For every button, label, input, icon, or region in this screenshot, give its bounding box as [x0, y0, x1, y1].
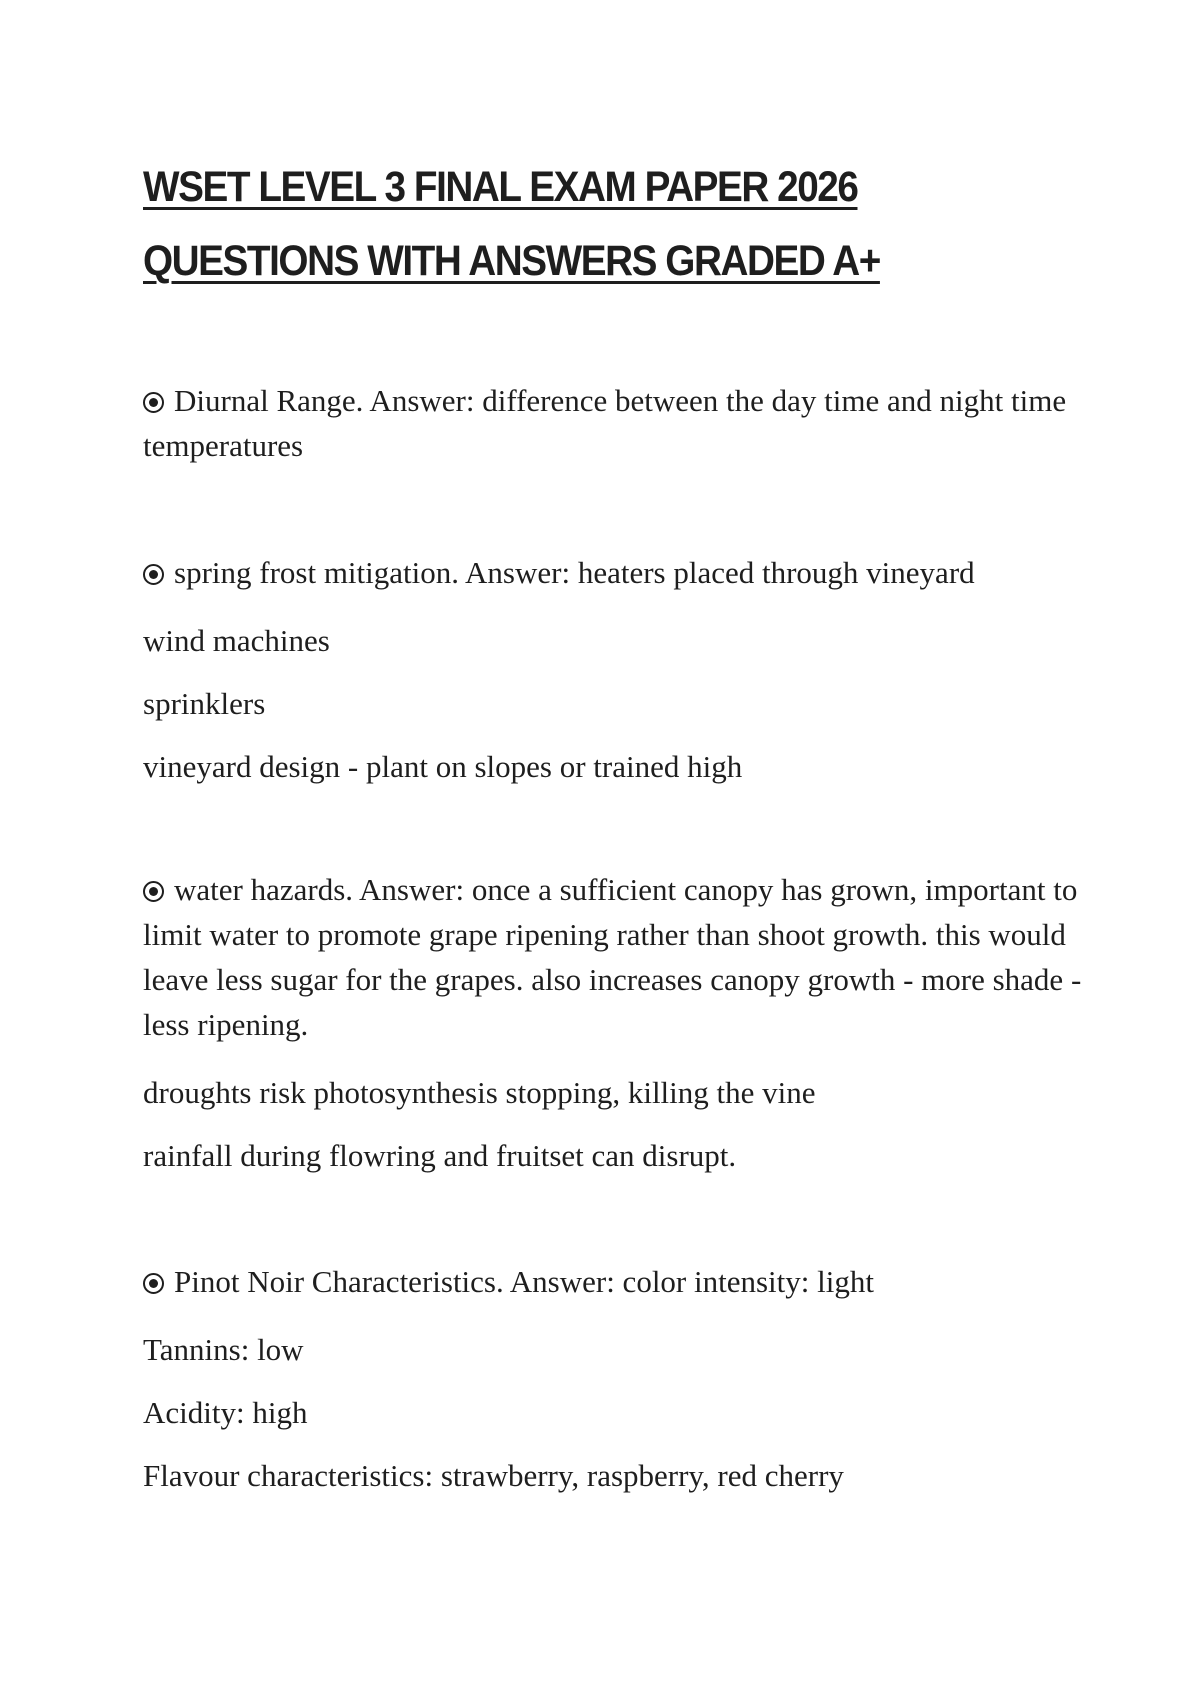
- radio-bullet-icon: [143, 881, 164, 902]
- answer-line: vineyard design - plant on slopes or trained high: [143, 749, 743, 784]
- qa-item-water-hazards: [143, 867, 1083, 1187]
- question-text: [143, 867, 1083, 1047]
- qa-item-diurnal-range: [143, 378, 1083, 468]
- radio-bullet-icon: [143, 564, 164, 585]
- answer-line: Flavour characteristics: strawberry, raspberry, red cherry: [143, 1458, 844, 1493]
- answer-line: droughts risk photosynthesis stopping, killing the vine: [143, 1075, 816, 1110]
- qa-item-pinot-noir: [143, 1259, 1083, 1507]
- question-answer-text: spring frost mitigation. Answer: heaters placed through vineyard: [174, 555, 975, 590]
- question-answer-text: Diurnal Range. Answer: difference between the day time and night time temperatures: [143, 383, 1067, 463]
- title-line-2: QUESTIONS WITH ANSWERS GRADED A+: [143, 237, 880, 285]
- document-title: [143, 150, 1007, 298]
- question-text: [143, 378, 1083, 468]
- radio-bullet-icon: [143, 392, 164, 413]
- answer-line: wind machines: [143, 623, 330, 658]
- question-answer-text: water hazards. Answer: once a sufficient canopy has grown, important to limit water to promote grape ripening rather than shoot growth. this would leave less sugar for the grapes. also increases canopy growth - more shade - less ripening.: [143, 872, 1082, 1042]
- question-answer-text: Pinot Noir Characteristics. Answer: color intensity: light: [174, 1264, 874, 1299]
- question-text: [143, 1259, 1083, 1304]
- qa-item-spring-frost: [143, 550, 1083, 798]
- answer-line: Tannins: low: [143, 1332, 304, 1367]
- answer-line: Acidity: high: [143, 1395, 308, 1430]
- radio-bullet-icon: [143, 1273, 164, 1294]
- answer-line: rainfall during flowring and fruitset can disrupt.: [143, 1138, 737, 1173]
- title-line-1: WSET LEVEL 3 FINAL EXAM PAPER 2026: [143, 163, 858, 211]
- question-text: [143, 550, 1083, 595]
- answer-line: sprinklers: [143, 686, 266, 721]
